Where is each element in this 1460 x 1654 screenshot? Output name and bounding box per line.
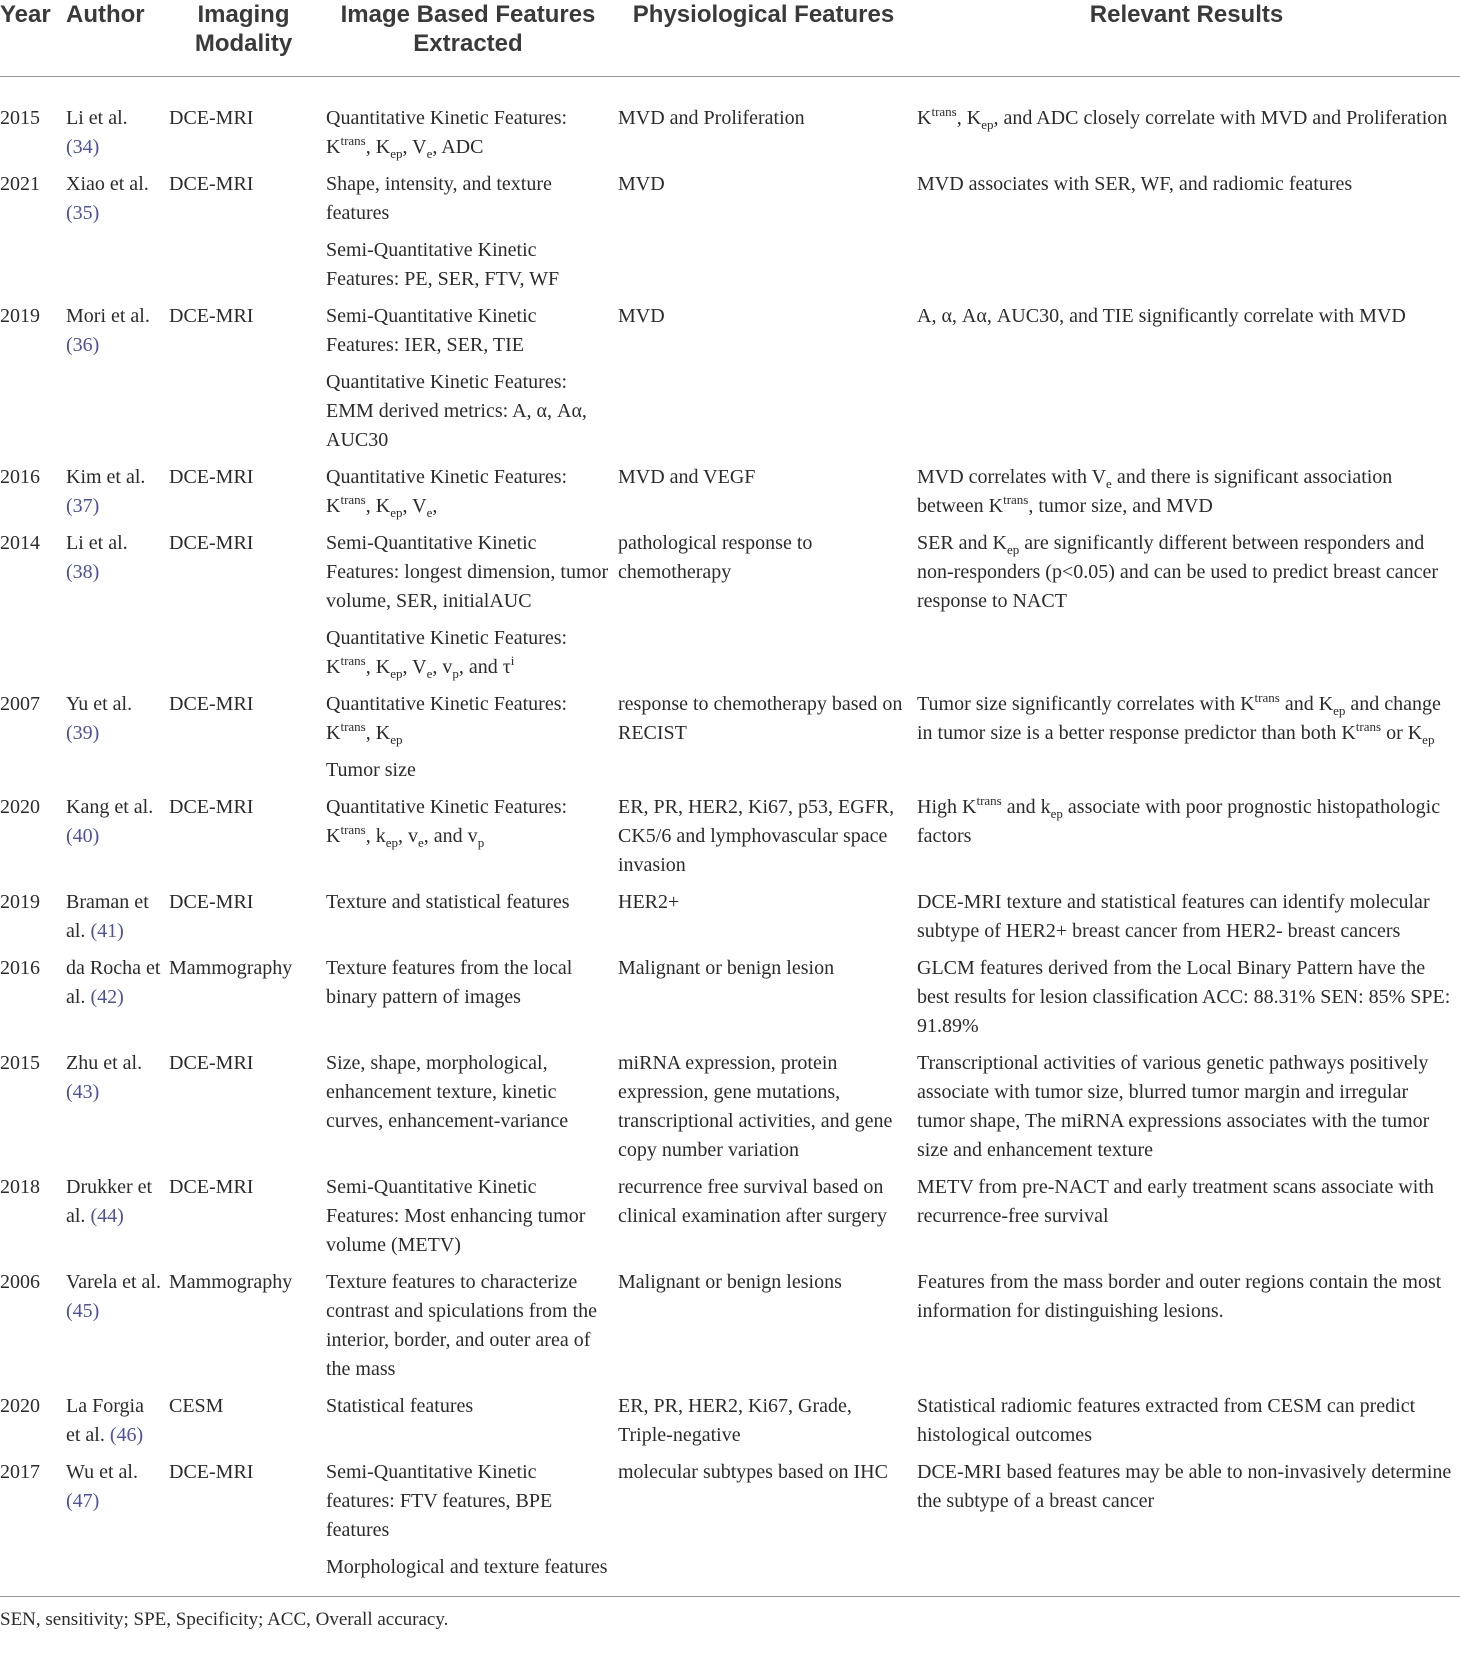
cell-author: [62, 529, 165, 690]
cell-year: 2016: [0, 957, 40, 979]
image-feature-entry: Statistical features: [326, 1395, 474, 1417]
cell-year: 2019: [0, 891, 40, 913]
cell-author: [62, 170, 165, 302]
cell-year: 2007: [0, 693, 40, 715]
author-name: Li et al.: [66, 107, 128, 129]
cell-year: 2017: [0, 1461, 40, 1483]
cell-physiological: molecular subtypes based on IHC: [618, 1461, 888, 1483]
cell-physiological: ER, PR, HER2, Ki67, p53, EGFR, CK5/6 and lymphovascular space invasion: [618, 796, 895, 876]
cell-author: [62, 302, 165, 463]
cell-modality: DCE-MRI: [169, 532, 254, 554]
cell-results: METV from pre-NACT and early treatment scans associate with recurrence-free survival: [917, 1176, 1434, 1227]
cell-year: 2020: [0, 796, 40, 818]
cell-author: [62, 1458, 165, 1590]
cell-physiological: MVD and Proliferation: [618, 107, 805, 129]
cell-author: [62, 77, 165, 171]
cell-results: Tumor size significantly correlates with $K^{trans}$ and $K_{ep}$ and change in tumor size is a better response predictor than both $K^{trans}$ or $K_{ep}$: [917, 690, 1441, 747]
table-footnote: SEN, sensitivity; SPE, Specificity; ACC, Overall accuracy.: [0, 1596, 1460, 1633]
author-name: Mori et al.: [66, 305, 150, 327]
table-row: [0, 1173, 1460, 1268]
cell-modality: CESM: [169, 1395, 224, 1417]
author-name: Kang et al.: [66, 796, 154, 818]
cell-modality: DCE-MRI: [169, 891, 254, 913]
cell-modality: DCE-MRI: [169, 1052, 254, 1074]
table-row: [0, 690, 1460, 793]
image-feature-entry: Quantitative Kinetic Features: $K^{trans}$, $k_{ep}$, $v_e$, and $v_p$: [326, 796, 568, 850]
cell-image-features: [322, 1458, 614, 1590]
header-year: Year: [0, 0, 62, 77]
reference-link[interactable]: (45): [66, 1300, 100, 1322]
cell-year: 2018: [0, 1176, 40, 1198]
cell-results: Transcriptional activities of various genetic pathways positively associate with tumor size, blurred tumor margin and irregular tumor shape, The miRNA expressions associates with the tumor size and enhancement texture: [917, 1052, 1430, 1161]
cell-results: MVD correlates with $V_e$ and there is significant association between $K^{trans}$, tumor size, and MVD: [917, 466, 1393, 517]
cell-results: Features from the mass border and outer regions contain the most information for distinguishing lesions.: [917, 1271, 1442, 1322]
reference-link[interactable]: (40): [66, 825, 100, 847]
cell-author: [62, 1049, 165, 1173]
cell-image-features: [322, 170, 614, 302]
reference-link[interactable]: (42): [90, 986, 124, 1008]
table-row: [0, 463, 1460, 529]
header-physiological: Physiological Features: [614, 0, 913, 77]
cell-modality: DCE-MRI: [169, 173, 254, 195]
image-feature-entry: Semi-Quantitative Kinetic Features: PE, SER, FTV, WF: [326, 239, 560, 290]
author-name: Drukker et al.: [66, 1176, 153, 1227]
image-feature-entry: Quantitative Kinetic Features: $K^{trans}$, $K_{ep}$, $V_e$, $v_p$, and $\tau^i$: [326, 627, 568, 681]
cell-image-features: [322, 888, 614, 954]
cell-image-features: [322, 954, 614, 1049]
reference-link[interactable]: (41): [90, 920, 124, 942]
reference-link[interactable]: (43): [66, 1081, 100, 1103]
cell-results: GLCM features derived from the Local Binary Pattern have the best results for lesion classification ACC: 88.31% SEN: 85% SPE: 91.89%: [917, 957, 1451, 1037]
cell-image-features: [322, 302, 614, 463]
cell-image-features: [322, 1392, 614, 1458]
cell-physiological: MVD and VEGF: [618, 466, 756, 488]
cell-results: DCE-MRI texture and statistical features can identify molecular subtype of HER2+ breast cancer from HER2- breast cancers: [917, 891, 1430, 942]
author-name: La Forgia et al.: [66, 1395, 144, 1446]
image-feature-entry: Quantitative Kinetic Features: $K^{trans}$, $K_{ep}$: [326, 693, 568, 747]
reference-link[interactable]: (47): [66, 1490, 100, 1512]
cell-image-features: [322, 1268, 614, 1392]
header-author: Author: [62, 0, 165, 77]
reference-link[interactable]: (46): [109, 1424, 144, 1446]
reference-link[interactable]: (37): [66, 495, 100, 517]
cell-physiological: MVD: [618, 173, 665, 195]
reference-link[interactable]: (35): [66, 202, 100, 224]
cell-author: [62, 888, 165, 954]
cell-image-features: [322, 793, 614, 888]
cell-modality: DCE-MRI: [169, 107, 254, 129]
cell-image-features: [322, 1049, 614, 1173]
reference-link[interactable]: (39): [66, 722, 100, 744]
image-feature-entry: Quantitative Kinetic Features: EMM derived metrics: A, α, Aα, AUC30: [326, 371, 587, 451]
table-row: [0, 1049, 1460, 1173]
cell-image-features: [322, 1173, 614, 1268]
image-feature-entry: Size, shape, morphological, enhancement texture, kinetic curves, enhancement-variance: [326, 1052, 569, 1132]
cell-physiological: recurrence free survival based on clinical examination after surgery: [618, 1176, 887, 1227]
cell-results: DCE-MRI based features may be able to non-invasively determine the subtype of a breast cancer: [917, 1461, 1452, 1512]
reference-link[interactable]: (34): [66, 136, 100, 158]
image-feature-entry: Texture features to characterize contrast and spiculations from the interior, border, and outer area of the mass: [326, 1271, 598, 1380]
cell-year: 2015: [0, 1052, 40, 1074]
table-header: [0, 0, 1460, 77]
cell-author: [62, 793, 165, 888]
cell-year: 2019: [0, 305, 40, 327]
image-feature-entry: Morphological and texture features: [326, 1556, 608, 1578]
image-feature-entry: Semi-Quantitative Kinetic Features: IER, SER, TIE: [326, 305, 537, 356]
cell-author: [62, 954, 165, 1049]
cell-modality: DCE-MRI: [169, 466, 254, 488]
cell-results: A, α, Aα, AUC30, and TIE significantly correlate with MVD: [917, 305, 1406, 327]
image-feature-entry: Texture features from the local binary pattern of images: [326, 957, 573, 1008]
table-row: [0, 1268, 1460, 1392]
table-row: [0, 1458, 1460, 1590]
cell-modality: DCE-MRI: [169, 1461, 254, 1483]
cell-physiological: Malignant or benign lesions: [618, 1271, 842, 1293]
cell-author: [62, 690, 165, 793]
image-feature-entry: Texture and statistical features: [326, 891, 570, 913]
image-feature-entry: Quantitative Kinetic Features: $K^{trans}$, $K_{ep}$, $V_e$,: [326, 466, 568, 520]
cell-results: Statistical radiomic features extracted from CESM can predict histological outcomes: [917, 1395, 1416, 1446]
author-name: Zhu et al.: [66, 1052, 143, 1074]
cell-author: [62, 463, 165, 529]
cell-year: 2014: [0, 532, 40, 554]
cell-modality: DCE-MRI: [169, 305, 254, 327]
image-feature-entry: Semi-Quantitative Kinetic Features: longest dimension, tumor volume, SER, initialAUC: [326, 532, 609, 612]
cell-modality: DCE-MRI: [169, 796, 254, 818]
table-body: [0, 77, 1460, 1591]
table-row: [0, 529, 1460, 690]
cell-modality: DCE-MRI: [169, 1176, 254, 1198]
cell-modality: Mammography: [169, 957, 293, 979]
author-name: Varela et al.: [66, 1271, 161, 1293]
cell-image-features: [322, 77, 614, 171]
cell-results: MVD associates with SER, WF, and radiomic features: [917, 173, 1353, 195]
table-row: [0, 793, 1460, 888]
cell-year: 2021: [0, 173, 40, 195]
cell-physiological: ER, PR, HER2, Ki67, Grade, Triple-negative: [618, 1395, 852, 1446]
cell-results: High $K^{trans}$ and $k_{ep}$ associate with poor prognostic histopathologic factors: [917, 793, 1441, 847]
cell-physiological: MVD: [618, 305, 665, 327]
cell-physiological: miRNA expression, protein expression, gene mutations, transcriptional activities, and gene copy number variation: [618, 1052, 893, 1161]
author-name: Kim et al.: [66, 466, 146, 488]
cell-image-features: [322, 690, 614, 793]
reference-link[interactable]: (36): [66, 334, 100, 356]
table-row: [0, 302, 1460, 463]
cell-author: [62, 1173, 165, 1268]
header-results: Relevant Results: [913, 0, 1460, 77]
image-feature-entry: Quantitative Kinetic Features: $K^{trans}$, $K_{ep}$, $V_e$, ADC: [326, 107, 568, 161]
reference-link[interactable]: (44): [90, 1205, 124, 1227]
author-name: Li et al.: [66, 532, 128, 554]
cell-author: [62, 1268, 165, 1392]
author-name: Yu et al.: [66, 693, 133, 715]
header-image-features: Image Based Features Extracted: [322, 0, 614, 77]
cell-year: 2020: [0, 1395, 40, 1417]
cell-year: 2006: [0, 1271, 40, 1293]
table-row: [0, 170, 1460, 302]
cell-results: $K^{trans}$, $K_{ep}$, and ADC closely correlate with MVD and Proliferation: [917, 104, 1448, 132]
image-feature-entry: Tumor size: [326, 759, 416, 781]
cell-physiological: HER2+: [618, 891, 680, 913]
table-row: [0, 954, 1460, 1049]
table-row: [0, 888, 1460, 954]
reference-link[interactable]: (38): [66, 561, 100, 583]
cell-year: 2016: [0, 466, 40, 488]
cell-modality: Mammography: [169, 1271, 293, 1293]
table-row: [0, 77, 1460, 171]
cell-results: SER and $K_{ep}$ are significantly different between responders and non-responders (p<0.05) and can be used to predict breast cancer response to NACT: [917, 532, 1439, 612]
header-modality: Imaging Modality: [165, 0, 322, 77]
cell-image-features: [322, 529, 614, 690]
author-name: Braman et al.: [66, 891, 149, 942]
cell-year: 2015: [0, 107, 40, 129]
cell-author: [62, 1392, 165, 1458]
author-name: Xiao et al.: [66, 173, 149, 195]
cell-image-features: [322, 463, 614, 529]
cell-modality: DCE-MRI: [169, 693, 254, 715]
cell-physiological: pathological response to chemotherapy: [618, 532, 813, 583]
image-feature-entry: Semi-Quantitative Kinetic Features: Most enhancing tumor volume (METV): [326, 1176, 586, 1256]
author-name: da Rocha et al.: [66, 957, 161, 1008]
cell-physiological: Malignant or benign lesion: [618, 957, 835, 979]
image-feature-entry: Semi-Quantitative Kinetic features: FTV features, BPE features: [326, 1461, 553, 1541]
image-feature-entry: Shape, intensity, and texture features: [326, 173, 552, 224]
author-name: Wu et al.: [66, 1461, 138, 1483]
cell-physiological: response to chemotherapy based on RECIST: [618, 693, 903, 744]
table-row: [0, 1392, 1460, 1458]
